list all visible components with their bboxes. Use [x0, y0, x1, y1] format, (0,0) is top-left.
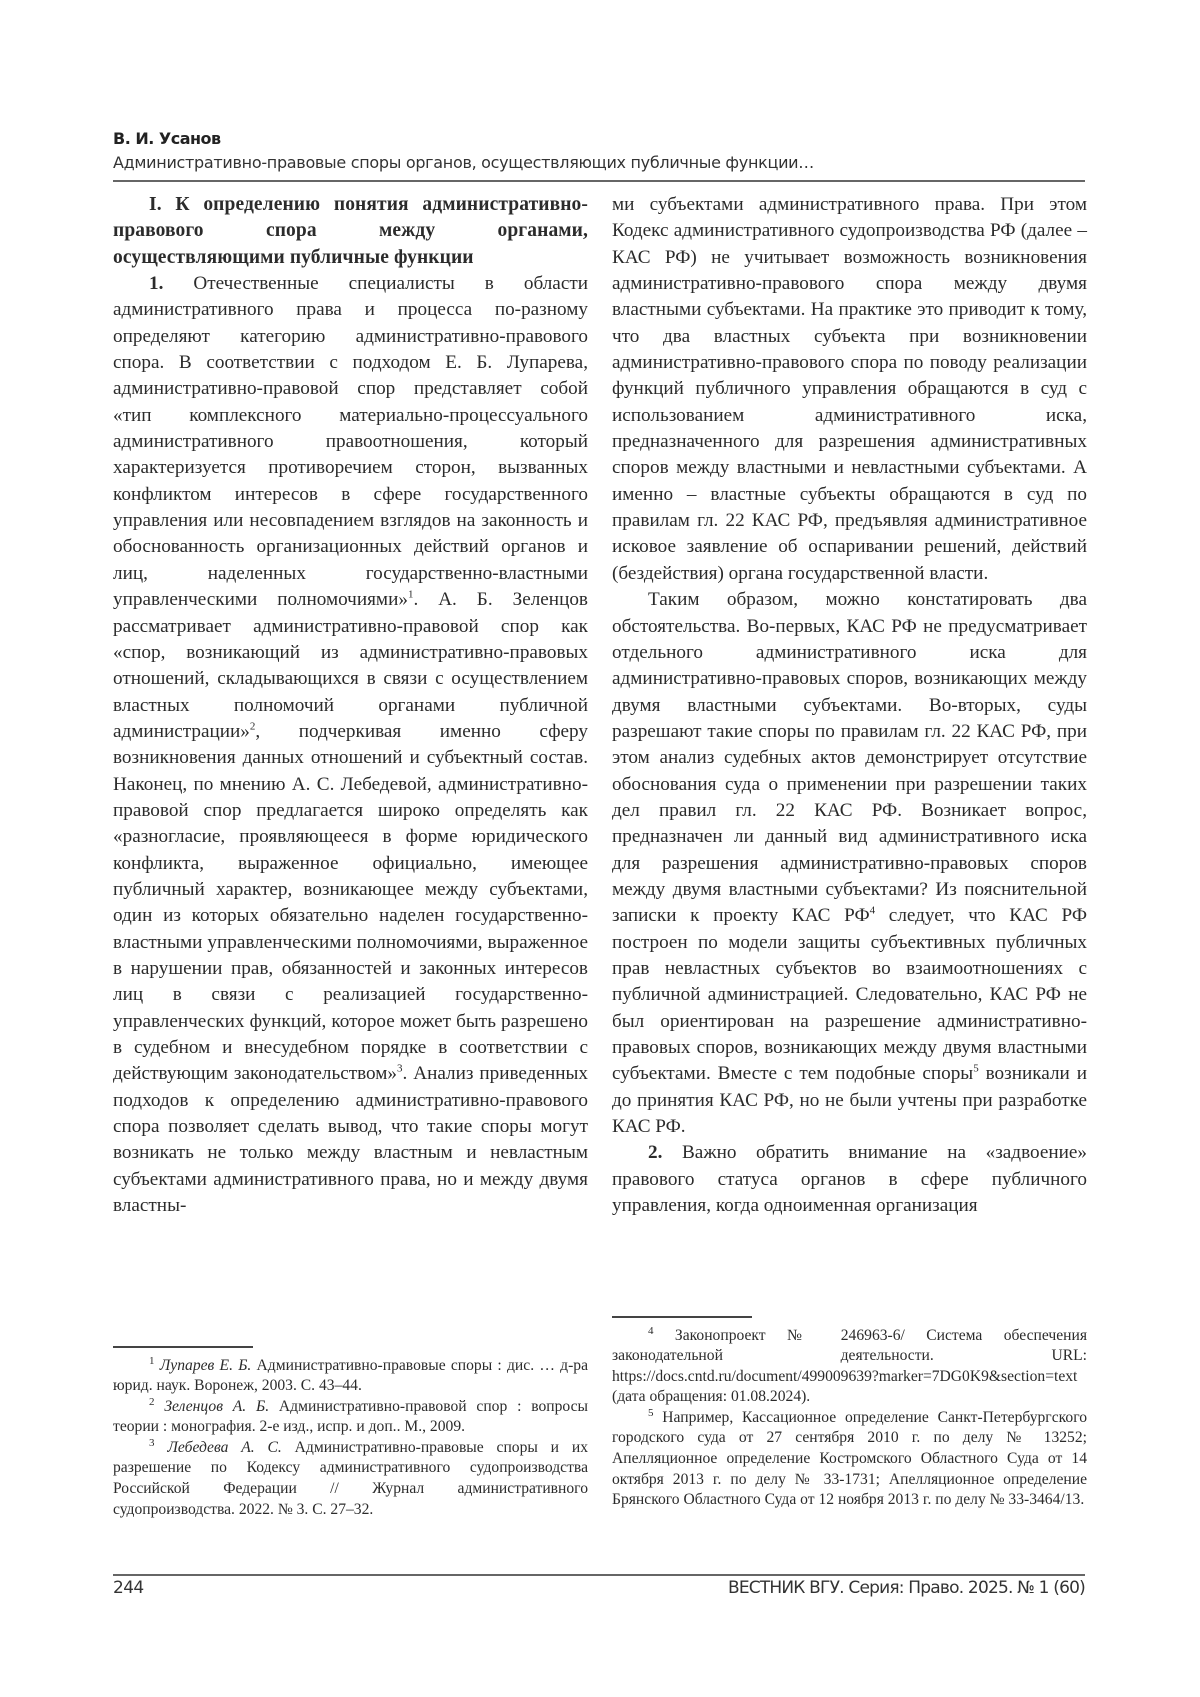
footnote-ref-1[interactable]: 1 — [407, 588, 414, 601]
footnote-2: $^2$ Зеленцов А. Б. Административно-правовой спор : вопросы теории : монография. 2-е изд., испр. и доп.. М., 2009. — [113, 1395, 588, 1436]
footnotes-left — [113, 1346, 588, 1520]
paragraph-1-continued: ми субъектами административного права. При этом Кодекс административного судопроизводства РФ (далее – КАС РФ) не учитывает возможность возникновения административно-правового спора между двумя властными субъектами. На практике это приводит к тому, что два властных субъекта при возникновении административно-правового спора по поводу реализации функций публичного управления обращаются в суд с использованием административного иска, предназначенного для разрешения административных споров между властными и невластными субъектами. А именно – властные субъекты обращаются в суд по правилам гл. 22 КАС РФ, предъявляя административное исковое заявление об оспаривании решений, действий (бездействия) органа государственной власти. — [612, 194, 1087, 584]
footnotes-right — [612, 1316, 1087, 1511]
footnote-ref-3[interactable]: 3 — [397, 1062, 403, 1075]
footnote-author: Лупарев Е. Б. — [159, 1356, 252, 1374]
page-number: 244 — [113, 1578, 144, 1598]
paragraph-3: 2. Важно обратить внимание на «задвоение» правового статуса органов в сфере публичного управления, когда одноименная организация — [612, 1142, 1087, 1217]
header-divider — [113, 180, 1085, 182]
footnote-author: Лебедева А. С. — [167, 1438, 282, 1456]
running-head — [113, 128, 1085, 176]
paragraph-1: 1. Отечественные специалисты в области административного права и процесса по-разному определяют категорию административно-правового спора. В соответствии с подходом Е. Б. Лупарева, административно-правовой спор представляет собой «тип комплексного материально-процессуального административного правоотношения, который характеризуется противоречием сторон, вызванных конфликтом интересов в сфере государственного управления или несовпадением взглядов на законность и обоснованность организационных действий органов и лиц, наделенных государственно-властными управленческими полномочиями»$^1$. А. Б. Зеленцов рассматривает административно-правовой спор как «спор, возникающий из административно-правовых отношений, складывающихся в связи с осуществлением властных полномочий органами публичной администрации»$^2$, подчеркивая именно сферу возникновения данных отношений и субъектный состав. Наконец, по мнению А. С. Лебедевой, административно-правовой спор предлагается широко определять как «разногласие, проявляющееся в форме юридического конфликта, выраженное официально, имеющее публичный характер, возникающее между субъектами, один из которых обязательно наделен государственно-властными управленческими полномочиями, выраженное в нарушении прав, обязанностей и законных интересов лиц в связи с реализацией государственно-управленческих функций, которое может быть разрешено в судебном и внесудебном порядке в соответствии с действующим законодательством»$^3$. Анализ приведенных подходов к определению административно-правового спора позволяет сделать вывод, что такие споры могут возникать не только между властным и невластным субъектами административного права, но и между двумя властны- — [113, 273, 588, 1217]
journal-citation: ВЕСТНИК ВГУ. Серия: Право. 2025. № 1 (60) — [727, 1578, 1085, 1598]
footer-divider — [113, 1574, 1085, 1576]
footnote-5: $^5$ Например, Кассационное определение Санкт-Петербургского городского суда от 27 сентября 2010 г. по делу № 13252; Апелляционное определение Костромского Областного Суда от 14 октября 2013 г. по делу № 33-1731; Апелляционное определение Брянского Областного Суда от 12 ноября 2013 г. по делу № 33-3464/13. — [612, 1406, 1087, 1509]
footnote-divider — [612, 1316, 752, 1318]
footnote-author: Зеленцов А. Б. — [164, 1397, 270, 1415]
footnote-4: $^4$ Законопроект № 246963-6/ Система обеспечения законодательной деятельности. URL: https://docs.cntd.ru/document/499009639?marker=7DG0K9&section=text (дата обращения: 01.08.2024). — [612, 1324, 1087, 1406]
footnote-divider — [113, 1346, 253, 1348]
paragraph-number: 1. — [149, 273, 164, 295]
author-name: В. И. Усанов — [113, 129, 221, 148]
footnote-ref-5[interactable]: 5 — [973, 1062, 979, 1075]
article-short-title: Административно-правовые споры органов, осуществляющих публичные функции… — [113, 153, 814, 172]
footnote-ref-4[interactable]: 4 — [869, 904, 876, 917]
paragraph-number: 2. — [648, 1142, 663, 1164]
right-column — [612, 192, 1087, 1219]
footnote-1: $^1$ Лупарев Е. Б. Административно-правовые споры : дис. … д-ра юрид. наук. Воронеж, 2003. С. 43–44. — [113, 1354, 589, 1395]
left-column — [113, 192, 588, 1219]
footnote-3: $^3$ Лебедева А. С. Административно-правовые споры и их разрешение по Кодексу административного судопроизводства Российской Федерации // Журнал административного судопроизводства. 2022. № 3. С. 27–32. — [113, 1436, 588, 1518]
section-heading: I. К определению понятия административно-правового спора между органами, осуществляющими публичные функции — [113, 194, 588, 268]
paragraph-2: Таким образом, можно констатировать два обстоятельства. Во-первых, КАС РФ не предусматривает отдельного административного иска для административно-правовых споров, возникающих между двумя властными субъектами. Во-вторых, суды разрешают такие споры по правилам гл. 22 КАС РФ, при этом анализ судебных актов демонстрирует отсутствие обоснования суда о применении при разрешении таких дел правил гл. 22 КАС РФ. Возникает вопрос, предназначен ли данный вид административного иска для разрешения административно-правовых споров между двумя властными субъектами? Из пояснительной записки к проекту КАС $РФ^4$ следует, что КАС РФ построен по модели защиты субъективных публичных прав невластных субъектов во взаимоотношениях с публичной администрацией. Следовательно, КАС РФ не был ориентирован на разрешение административно-правовых споров, возникающих между двумя властными субъектами. Вместе с тем подобные споры$^5$ возникали и до принятия КАС РФ, но не были учтены при разработке КАС РФ. — [612, 589, 1087, 1138]
footnote-ref-2[interactable]: 2 — [249, 720, 256, 733]
